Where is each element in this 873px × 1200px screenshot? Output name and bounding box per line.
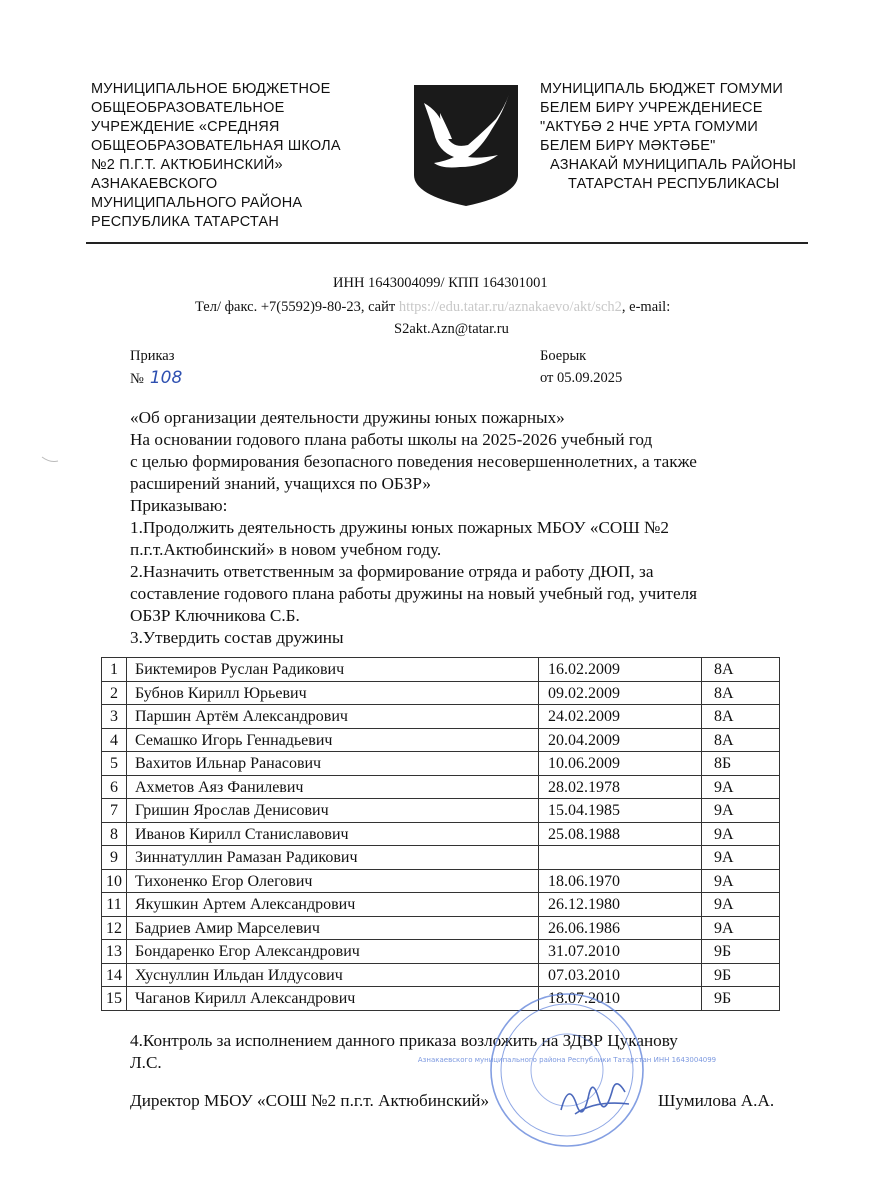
member-number: 13 bbox=[102, 940, 127, 964]
order-number-line bbox=[130, 367, 182, 390]
header-right-line: ТАТАРСТАН РЕСПУБЛИКАСЫ bbox=[568, 176, 780, 192]
member-birth-date: 09.02.2009 bbox=[539, 681, 702, 705]
body-line: На основании годового плана работы школы на 2025-2026 учебный год bbox=[130, 430, 653, 449]
order-date-block bbox=[540, 345, 622, 389]
body-line: 4.Контроль за исполнением данного приказа возложить на ЗДВР Цуканову bbox=[130, 1031, 678, 1050]
member-number: 15 bbox=[102, 987, 127, 1011]
director-position: Директор МБОУ «СОШ №2 п.г.т. Актюбинский» bbox=[130, 1091, 490, 1110]
body-line: 2.Назначить ответственным за формирование отряда и работу ДЮП, за bbox=[130, 562, 654, 581]
member-name: Ахметов Аяз Фанилевич bbox=[127, 775, 539, 799]
header-right-block bbox=[540, 80, 796, 194]
table-row bbox=[102, 799, 780, 823]
table-row bbox=[102, 940, 780, 964]
member-name: Вахитов Ильнар Ранасович bbox=[127, 752, 539, 776]
header-left-line: МУНИЦИПАЛЬНОЕ БЮДЖЕТНОЕ bbox=[91, 81, 331, 97]
table-row bbox=[102, 681, 780, 705]
header-right-line: "АКТҮБӘ 2 НЧЕ УРТА ГОМУМИ bbox=[540, 119, 758, 135]
member-class: 9А bbox=[702, 869, 780, 893]
member-class: 9А bbox=[702, 822, 780, 846]
member-class: 8А bbox=[702, 658, 780, 682]
member-name: Хуснуллин Ильдан Илдусович bbox=[127, 963, 539, 987]
member-class: 9А bbox=[702, 893, 780, 917]
member-name: Биктемиров Руслан Радикович bbox=[127, 658, 539, 682]
member-name: Бубнов Кирилл Юрьевич bbox=[127, 681, 539, 705]
table-row bbox=[102, 869, 780, 893]
member-number: 6 bbox=[102, 775, 127, 799]
member-name: Бадриев Амир Марселевич bbox=[127, 916, 539, 940]
table-row bbox=[102, 728, 780, 752]
member-name: Семашко Игорь Геннадьевич bbox=[127, 728, 539, 752]
header-right-line: БЕЛЕМ БИРҮ УЧРЕЖДЕНИЕСЕ bbox=[540, 100, 763, 116]
member-number: 1 bbox=[102, 658, 127, 682]
body-line: ОБЗР Ключникова С.Б. bbox=[130, 606, 300, 625]
member-birth-date: 10.06.2009 bbox=[539, 752, 702, 776]
table-row bbox=[102, 963, 780, 987]
header-divider bbox=[86, 242, 808, 244]
site-link[interactable]: https://edu.tatar.ru/aznakaevo/akt/sch2 bbox=[398, 299, 622, 315]
director-name: Шумилова А.А. bbox=[658, 1091, 775, 1110]
member-birth-date: 31.07.2010 bbox=[539, 940, 702, 964]
member-class: 9Б bbox=[702, 940, 780, 964]
body-line: Приказываю: bbox=[130, 496, 228, 515]
number-sign: № bbox=[130, 371, 144, 387]
table-row bbox=[102, 705, 780, 729]
header-left-line: МУНИЦИПАЛЬНОГО РАЙОНА bbox=[91, 195, 303, 211]
member-number: 8 bbox=[102, 822, 127, 846]
member-birth-date: 25.08.1988 bbox=[539, 822, 702, 846]
table-row bbox=[102, 822, 780, 846]
header-left-line: ОБЩЕОБРАЗОВАТЕЛЬНОЕ bbox=[91, 100, 285, 116]
member-name: Паршин Артём Александрович bbox=[127, 705, 539, 729]
order-title: «Об организации деятельности дружины юных пожарных» bbox=[130, 408, 565, 427]
member-number: 7 bbox=[102, 799, 127, 823]
members-table-body bbox=[102, 658, 780, 1011]
email-link[interactable]: S2akt.Azn@tatar.ru bbox=[394, 321, 509, 337]
table-row bbox=[102, 893, 780, 917]
member-class: 9А bbox=[702, 916, 780, 940]
member-name: Чаганов Кирилл Александрович bbox=[127, 987, 539, 1011]
stamp-text: Азнакаевского муниципального района Республики Татарстан ИНН 1643004099 bbox=[417, 1056, 717, 1064]
table-row bbox=[102, 846, 780, 870]
member-number: 4 bbox=[102, 728, 127, 752]
order-date: от 05.09.2025 bbox=[540, 370, 623, 386]
member-birth-date: 26.12.1980 bbox=[539, 893, 702, 917]
order-number-block bbox=[130, 345, 182, 390]
member-class: 8А bbox=[702, 681, 780, 705]
body-line: составление годового плана работы дружины на новый учебный год, учителя bbox=[130, 584, 698, 603]
body-line: 3.Утвердить состав дружины bbox=[130, 628, 344, 647]
header-left-line: №2 П.Г.Т. АКТЮБИНСКИЙ» bbox=[91, 157, 283, 173]
table-row bbox=[102, 987, 780, 1011]
member-class: 8Б bbox=[702, 752, 780, 776]
director-signature bbox=[555, 1070, 635, 1130]
body-line: с целью формирования безопасного поведения несовершеннолетних, а также bbox=[130, 452, 697, 471]
body-line: расширений знаний, учащихся по ОБЗР» bbox=[130, 474, 431, 493]
body-line: 1.Продолжить деятельность дружины юных пожарных МБОУ «СОШ №2 bbox=[130, 518, 669, 537]
body-line: Л.С. bbox=[130, 1053, 162, 1072]
order-body bbox=[130, 407, 790, 649]
member-name: Тихоненко Егор Олегович bbox=[127, 869, 539, 893]
inn-kpp: ИНН 1643004099/ КПП 164301001 bbox=[333, 275, 548, 291]
header-left-block bbox=[91, 80, 341, 232]
order-label-tt: Боерык bbox=[540, 348, 587, 364]
member-birth-date: 26.06.1986 bbox=[539, 916, 702, 940]
table-row bbox=[102, 775, 780, 799]
member-number: 11 bbox=[102, 893, 127, 917]
table-row bbox=[102, 916, 780, 940]
member-number: 14 bbox=[102, 963, 127, 987]
member-class: 8А bbox=[702, 705, 780, 729]
header-right-line: МУНИЦИПАЛЬ БЮДЖЕТ ГОМУМИ bbox=[540, 81, 784, 97]
member-name: Зиннатуллин Рамазан Радикович bbox=[127, 846, 539, 870]
member-name: Гришин Ярослав Денисович bbox=[127, 799, 539, 823]
table-row bbox=[102, 658, 780, 682]
member-number: 5 bbox=[102, 752, 127, 776]
member-name: Иванов Кирилл Станиславович bbox=[127, 822, 539, 846]
member-number: 3 bbox=[102, 705, 127, 729]
tel-line bbox=[195, 296, 670, 318]
member-birth-date: 24.02.2009 bbox=[539, 705, 702, 729]
header-left-line: РЕСПУБЛИКА ТАТАРСТАН bbox=[91, 214, 280, 230]
email-prefix: , e-mail: bbox=[621, 299, 671, 315]
member-class: 8А bbox=[702, 728, 780, 752]
header-left-line: УЧРЕЖДЕНИЕ «СРЕДНЯЯ bbox=[91, 119, 280, 135]
members-table bbox=[101, 657, 780, 1011]
member-class: 9Б bbox=[702, 963, 780, 987]
header-right-line: БЕЛЕМ БИРҮ МӘКТӘБЕ" bbox=[540, 138, 716, 154]
margin-mark-icon bbox=[40, 455, 60, 465]
header-right-line: АЗНАКАЙ МУНИЦИПАЛЬ РАЙОНЫ bbox=[550, 157, 797, 173]
member-birth-date: 16.02.2009 bbox=[539, 658, 702, 682]
body-line: п.г.т.Актюбинский» в новом учебном году. bbox=[130, 540, 442, 559]
member-name: Якушкин Артем Александрович bbox=[127, 893, 539, 917]
member-name: Бондаренко Егор Александрович bbox=[127, 940, 539, 964]
member-birth-date: 18.06.1970 bbox=[539, 869, 702, 893]
member-birth-date: 15.04.1985 bbox=[539, 799, 702, 823]
member-number: 9 bbox=[102, 846, 127, 870]
member-birth-date: 18.07.2010 bbox=[539, 987, 702, 1011]
member-class: 9А bbox=[702, 799, 780, 823]
member-class: 9А bbox=[702, 846, 780, 870]
member-birth-date bbox=[539, 846, 702, 870]
header-left-line: АЗНАКАЕВСКОГО bbox=[91, 176, 218, 192]
member-birth-date: 07.03.2010 bbox=[539, 963, 702, 987]
member-class: 9Б bbox=[702, 987, 780, 1011]
member-number: 12 bbox=[102, 916, 127, 940]
order-label-ru: Приказ bbox=[130, 348, 175, 364]
header-left-line: ОБЩЕОБРАЗОВАТЕЛЬНАЯ ШКОЛА bbox=[91, 138, 341, 154]
member-number: 2 bbox=[102, 681, 127, 705]
member-class: 9А bbox=[702, 775, 780, 799]
tel-prefix: Тел/ факс. +7(5592)9-80-23, сайт bbox=[195, 299, 399, 315]
order-number-handwritten: 108 bbox=[149, 368, 183, 388]
member-number: 10 bbox=[102, 869, 127, 893]
table-row bbox=[102, 752, 780, 776]
member-birth-date: 28.02.1978 bbox=[539, 775, 702, 799]
member-birth-date: 20.04.2009 bbox=[539, 728, 702, 752]
coat-of-arms-logo bbox=[412, 83, 520, 208]
